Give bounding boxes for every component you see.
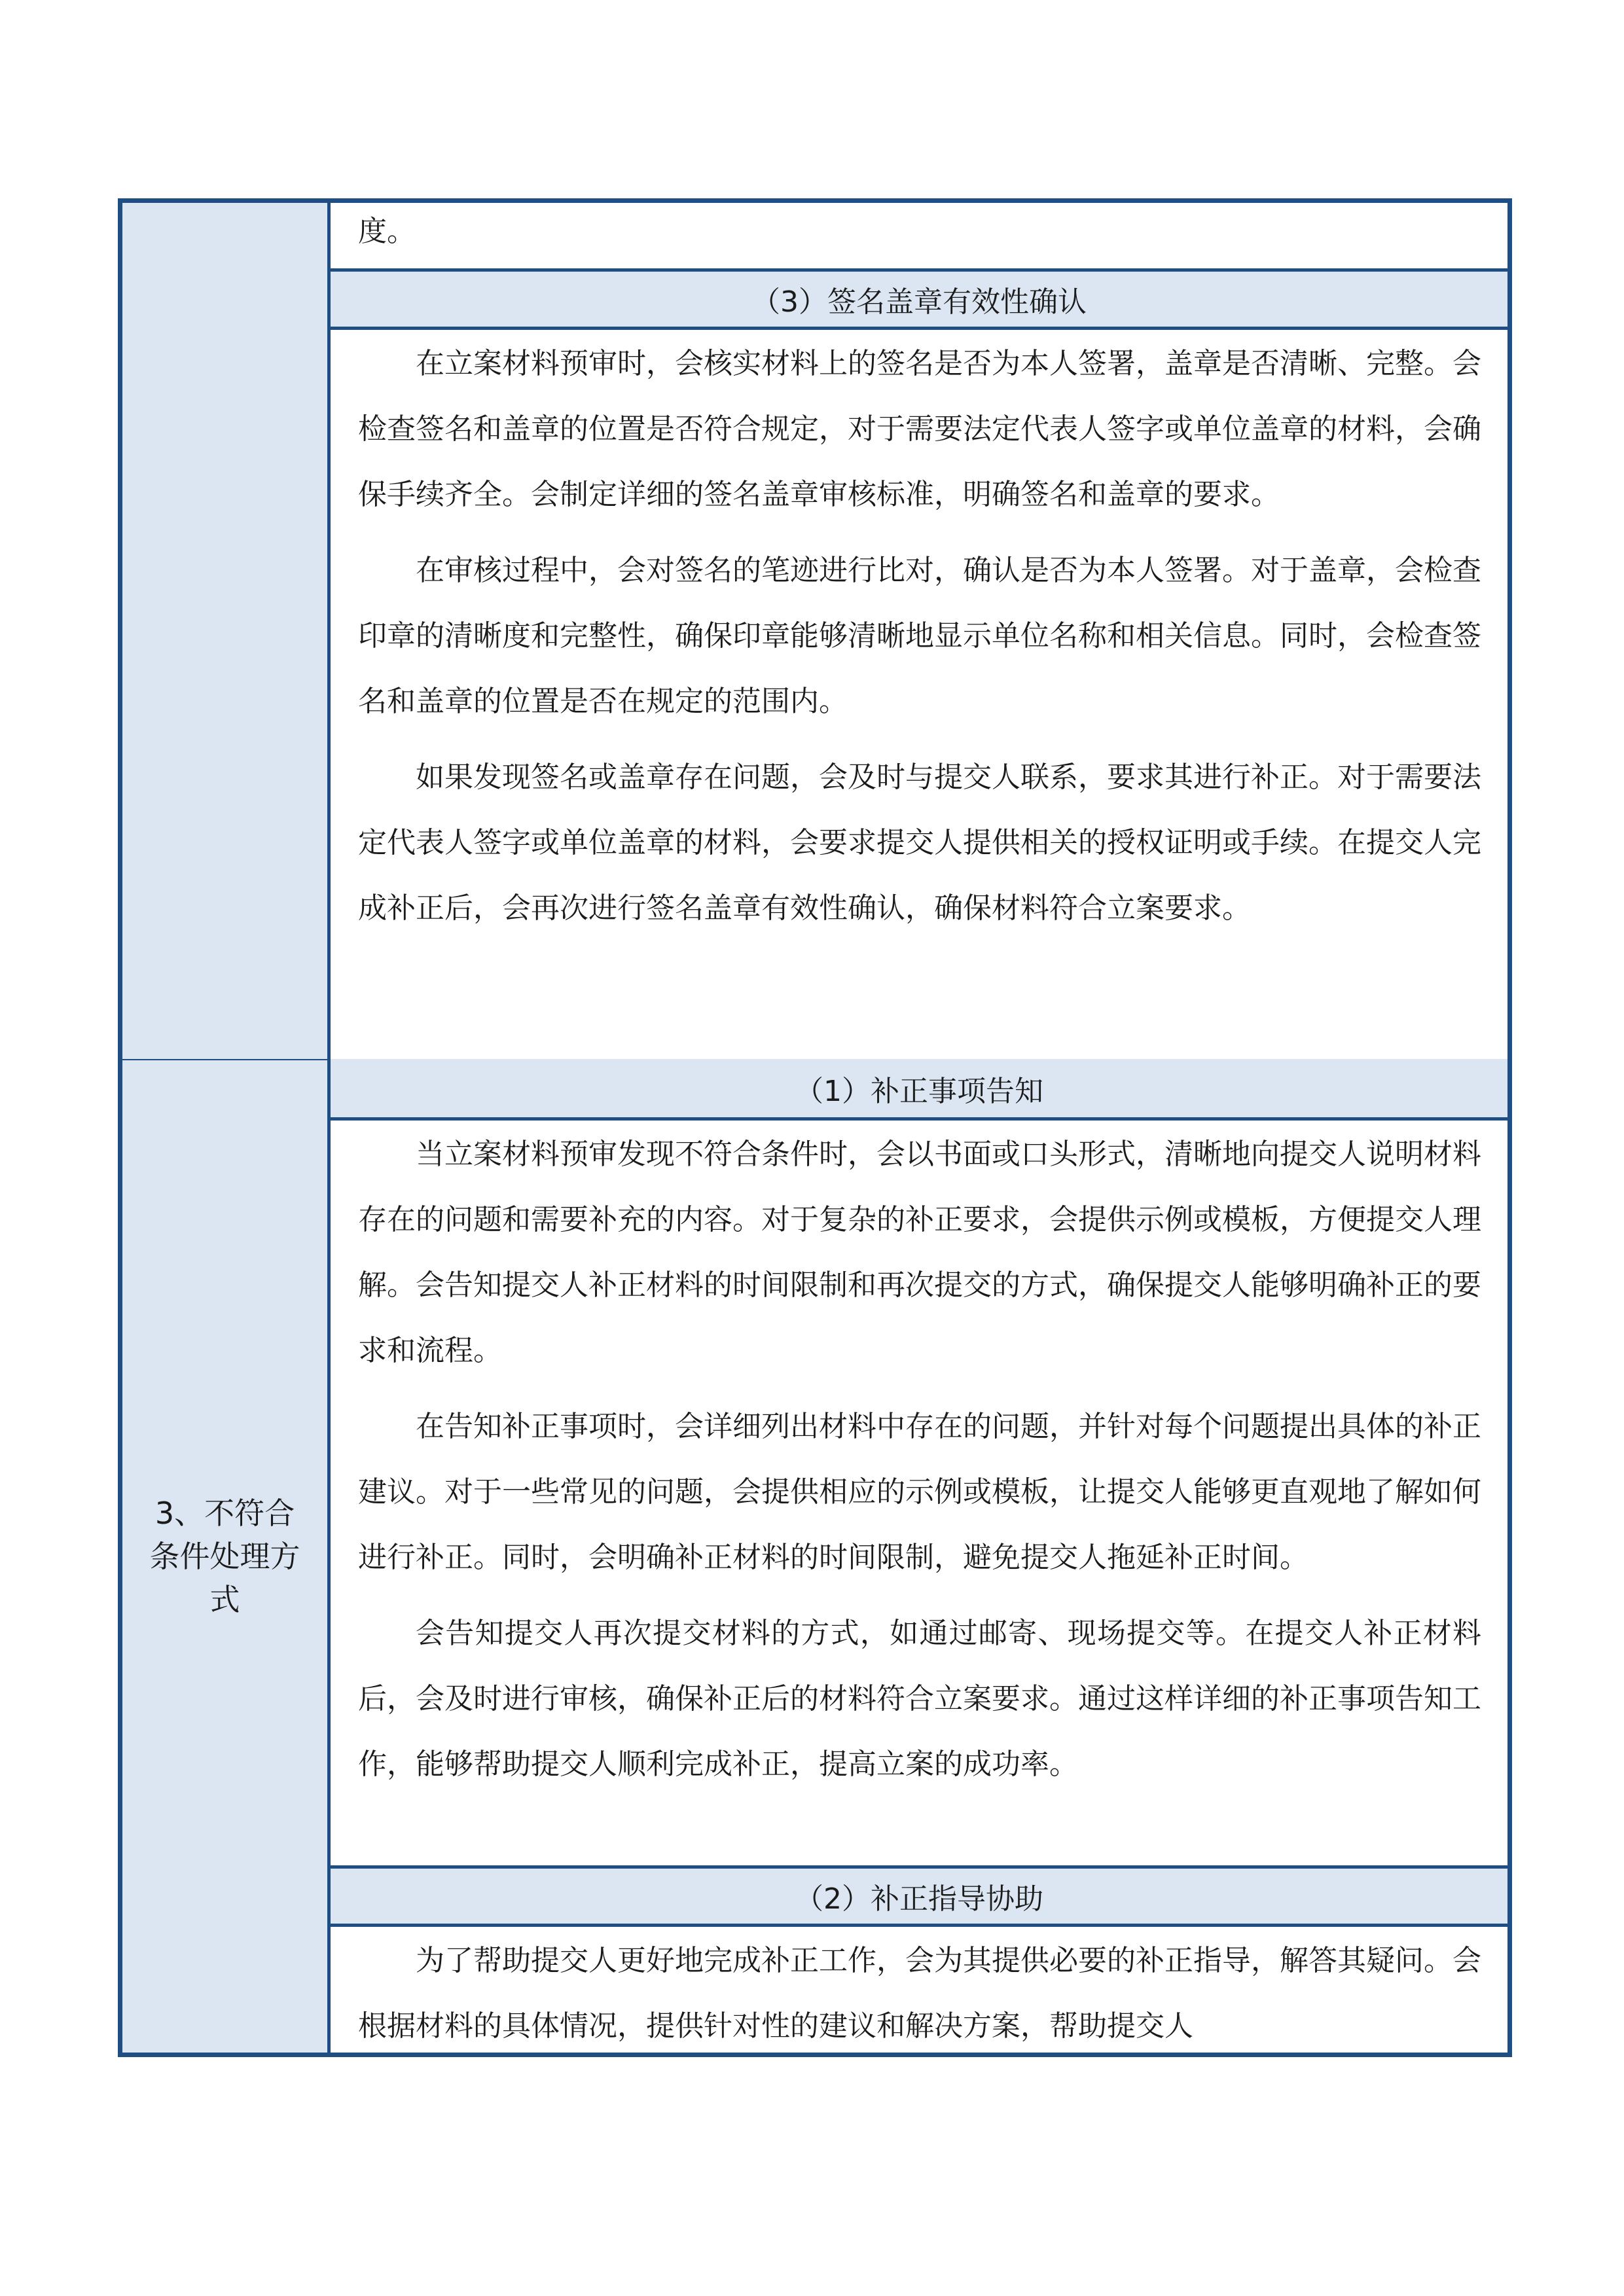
content-table xyxy=(118,198,1512,2057)
paragraph: 在立案材料预审时，会核实材料上的签名是否为本人签署，盖章是否清晰、完整。会检查签名和盖章的位置是否符合规定，对于需要法定代表人签字或单位盖章的材料，会确保手续齐全。会制定详细的签名盖章审核标准，明确签名和盖章的要求。 xyxy=(358,347,1481,511)
section-header-signature-validity xyxy=(331,268,1507,330)
paragraph: 为了帮助提交人更好地完成补正工作，会为其提供必要的补正指导，解答其疑问。会根据材料的具体情况，提供针对性的建议和解决方案，帮助提交人 xyxy=(358,1944,1481,2043)
section-title: （1）补正事项告知 xyxy=(795,1074,1043,1108)
section-title: （2）补正指导协助 xyxy=(795,1882,1043,1916)
category-cell-nonconforming-handling xyxy=(122,1060,331,2053)
paragraph: 如果发现签名或盖章存在问题，会及时与提交人联系，要求其进行补正。对于需要法定代表人签字或单位盖章的材料，会要求提交人提供相关的授权证明或手续。在提交人完成补正后，会再次进行签名盖章有效性确认，确保材料符合立案要求。 xyxy=(358,761,1481,925)
section-header-correction-notice xyxy=(331,1059,1507,1121)
category-label: 3、不符合条件处理方式 xyxy=(149,1496,300,1617)
section-body-correction-guidance xyxy=(331,1928,1507,2070)
paragraph: 在审核过程中，会对签名的笔迹进行比对，确认是否为本人签署。对于盖章，会检查印章的清晰度和完整性，确保印章能够清晰地显示单位名称和相关信息。同时，会检查签名和盖章的位置是否在规定的范围内。 xyxy=(358,554,1481,718)
section-body-correction-notice xyxy=(331,1122,1507,1808)
paragraph: 会告知提交人再次提交材料的方式，如通过邮寄、现场提交等。在提交人补正材料后，会及时进行审核，确保补正后的材料符合立案要求。通过这样详细的补正事项告知工作，能够帮助提交人顺利完成补正，提高立案的成功率。 xyxy=(358,1617,1481,1781)
paragraph: 当立案材料预审发现不符合条件时，会以书面或口头形式，清晰地向提交人说明材料存在的问题和需要补充的内容。对于复杂的补正要求，会提供示例或模板，方便提交人理解。会告知提交人补正材料的时间限制和再次提交的方式，确保提交人能够明确补正的要求和流程。 xyxy=(358,1138,1481,1367)
paragraph: 度。 xyxy=(358,215,416,248)
section-body-signature-validity xyxy=(331,331,1507,952)
section-title: （3）签名盖章有效性确认 xyxy=(751,285,1087,319)
category-cell-continued xyxy=(122,203,331,1060)
section-header-correction-guidance xyxy=(331,1865,1507,1927)
continued-text xyxy=(331,203,1507,268)
paragraph: 在告知补正事项时，会详细列出材料中存在的问题，并针对每个问题提出具体的补正建议。对于一些常见的问题，会提供相应的示例或模板，让提交人能够更直观地了解如何进行补正。同时，会明确补正材料的时间限制，避免提交人拖延补正时间。 xyxy=(358,1410,1481,1574)
